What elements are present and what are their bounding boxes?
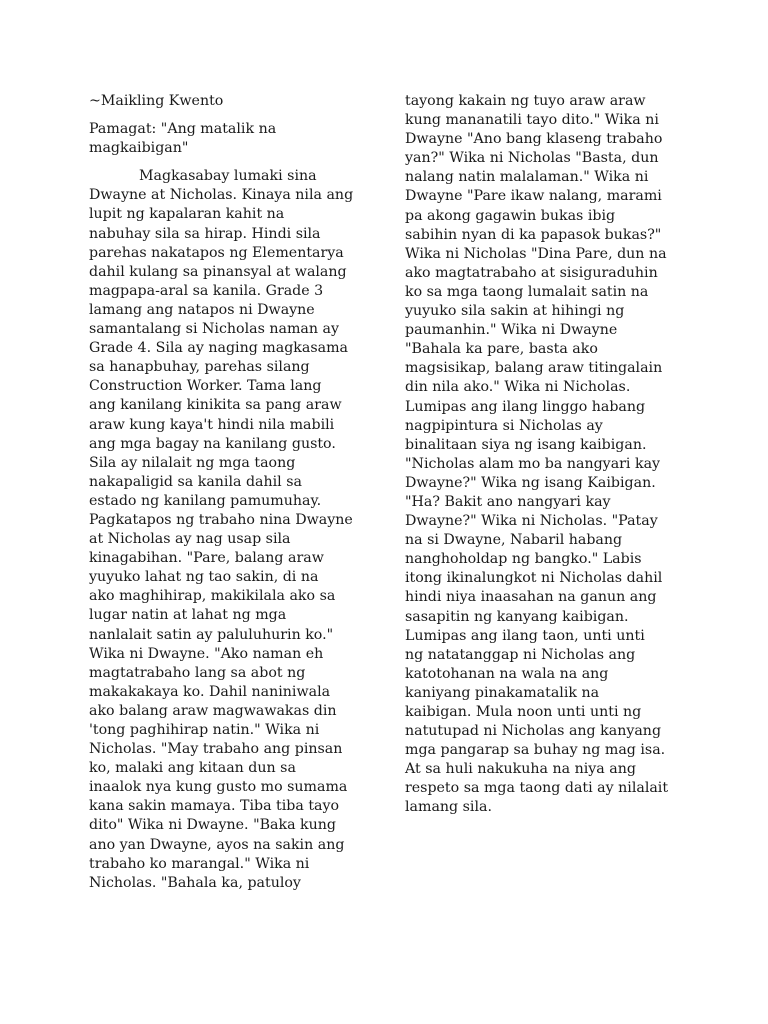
- story-line: makakakaya ko. Dahil naniniwala: [89, 683, 331, 700]
- story-line: Nicholas. "May trabaho ang pinsan: [89, 741, 343, 758]
- story-line: yuyuko sila sakin at hihingi ng: [405, 303, 625, 320]
- story-line: respeto sa mga taong dati ay nilalait: [405, 780, 669, 797]
- story-line: natutupad ni Nicholas ang kanyang: [405, 723, 662, 740]
- story-line: hindi niya inaasahan na ganun ang: [405, 589, 657, 606]
- story-line: lamang sila.: [405, 799, 492, 816]
- story-line: Pagkatapos ng trabaho nina Dwayne: [89, 511, 353, 528]
- story-body-right: [405, 92, 737, 818]
- story-line: pa akong gagawin bukas ibig: [405, 207, 616, 224]
- story-line: tayong kakain ng tuyo araw araw: [405, 93, 646, 109]
- story-line: yuyuko lahat ng tao sakin, di na: [89, 569, 319, 586]
- story-line: lupit ng kapalaran kahit na: [89, 206, 285, 223]
- story-line: Dwayne "Pare ikaw nalang, marami: [405, 188, 662, 205]
- story-line: magsisikap, balang araw titingalain: [405, 360, 663, 377]
- story-line: ko, malaki ang kitaan dun sa: [89, 760, 296, 777]
- story-line: Dwayne "Ano bang klaseng trabaho: [405, 131, 663, 148]
- story-line: "Nicholas alam mo ba nangyari kay: [405, 455, 661, 472]
- story-line: estado ng kanilang pamumuhay.: [89, 492, 322, 509]
- title-line: Pamagat: "Ang matalik na: [89, 121, 277, 138]
- title-line: magkaibigan": [89, 140, 189, 157]
- story-line: nalang natin malalaman." Wika ni: [405, 169, 649, 186]
- story-line: Grade 4. Sila ay naging magkasama: [89, 340, 348, 357]
- story-line: din nila ako." Wika ni Nicholas.: [405, 379, 631, 396]
- story-line: ako magtatrabaho at sisiguraduhin: [405, 264, 658, 281]
- story-line: sa hanapbuhay, parehas silang: [89, 359, 310, 376]
- story-line: ako balang araw magwawakas din: [89, 702, 337, 719]
- story-line: sabihin nyan di ka papasok bukas?": [405, 226, 662, 243]
- right-column: [405, 92, 737, 818]
- story-line: yan?" Wika ni Nicholas "Basta, dun: [405, 150, 659, 167]
- story-line: na si Dwayne, Nabaril habang: [405, 532, 623, 549]
- story-body-left: [89, 167, 389, 893]
- story-line: At sa huli nakukuha na niya ang: [405, 761, 636, 778]
- story-line: lugar natin at lahat ng mga: [89, 607, 287, 624]
- left-column: [89, 92, 389, 893]
- story-line: Construction Worker. Tama lang: [89, 378, 322, 395]
- story-line: sasapitin ng kanyang kaibigan.: [405, 608, 629, 625]
- story-line: ano yan Dwayne, ayos na sakin ang: [89, 836, 345, 853]
- story-line: at Nicholas ay nag usap sila: [89, 531, 291, 548]
- story-line: nagpipintura si Nicholas ay: [405, 417, 603, 434]
- story-line: ang kanilang kinikita sa pang araw: [89, 397, 342, 414]
- story-line: samantalang si Nicholas naman ay: [89, 321, 339, 338]
- story-line: inaalok nya kung gusto mo sumama: [89, 779, 348, 796]
- document-title: [89, 120, 389, 158]
- story-line: ng natatanggap ni Nicholas ang: [405, 646, 636, 663]
- story-line: kaibigan. Mula noon unti unti ng: [405, 704, 642, 720]
- story-line: Lumipas ang ilang linggo habang: [405, 398, 646, 415]
- story-line: Nicholas. "Bahala ka, patuloy: [89, 874, 301, 891]
- story-line: paumanhin." Wika ni Dwayne: [405, 322, 618, 339]
- story-line: kinagabihan. "Pare, balang araw: [89, 550, 324, 567]
- story-line: dito" Wika ni Dwayne. "Baka kung: [89, 817, 336, 834]
- story-line: lamang ang natapos ni Dwayne: [89, 301, 315, 318]
- document-header: ~Maikling Kwento: [89, 93, 224, 109]
- story-line: kung mananatili tayo dito." Wika ni: [405, 112, 659, 129]
- story-line: Dwayne?" Wika ng isang Kaibigan.: [405, 474, 656, 491]
- story-line: Lumipas ang ilang taon, unti unti: [405, 627, 645, 644]
- story-line: trabaho ko marangal." Wika ni: [89, 855, 310, 872]
- story-line: nakapaligid sa kanila dahil sa: [89, 473, 302, 490]
- spacer: [89, 158, 389, 167]
- story-line: magpapa-aral sa kanila. Grade 3: [89, 282, 324, 299]
- story-line: binalitaan siya ng isang kaibigan.: [405, 436, 647, 453]
- story-line: "Ha? Bakit ano nangyari kay: [405, 493, 611, 510]
- story-line: ko sa mga taong lumalait satin na: [405, 283, 649, 300]
- spacer: [89, 111, 389, 120]
- story-line: ang mga bagay na kanilang gusto.: [89, 435, 336, 452]
- story-line: Dwayne at Nicholas. Kinaya nila ang: [89, 187, 354, 204]
- story-line: Dwayne?" Wika ni Nicholas. "Patay: [405, 513, 658, 530]
- story-line: dahil kulang sa pinansyal at walang: [89, 263, 347, 280]
- story-line: Sila ay nilalait ng mga taong: [89, 454, 296, 471]
- story-line: Magkasabay lumaki sina: [139, 168, 317, 185]
- story-line: magtatrabaho lang sa abot ng: [89, 664, 306, 681]
- story-line: nanghoholdap ng bangko." Labis: [405, 551, 642, 568]
- story-line: nabuhay sila sa hirap. Hindi sila: [89, 225, 321, 242]
- story-line: parehas nakatapos ng Elementarya: [89, 244, 344, 261]
- story-line: kaniyang pinakamatalik na: [405, 684, 600, 701]
- story-line: 'tong paghihirap natin." Wika ni: [89, 722, 320, 738]
- story-line: "Bahala ka pare, basta ako: [405, 341, 598, 358]
- story-line: kana sakin mamaya. Tiba tiba tayo: [89, 798, 340, 815]
- story-line: araw kung kaya't hindi nila mabili: [89, 416, 335, 433]
- story-line: itong ikinalungkot ni Nicholas dahil: [405, 570, 663, 587]
- story-line: mga pangarap sa buhay ng mag isa.: [405, 742, 666, 759]
- story-line: Wika ni Nicholas "Dina Pare, dun na: [405, 245, 667, 262]
- story-line: nanlalait satin ay paluluhurin ko.": [89, 626, 334, 643]
- story-line: Wika ni Dwayne. "Ako naman eh: [89, 645, 324, 662]
- story-line: katotohanan na wala na ang: [405, 665, 609, 682]
- story-line: ako maghihirap, makikilala ako sa: [89, 588, 336, 605]
